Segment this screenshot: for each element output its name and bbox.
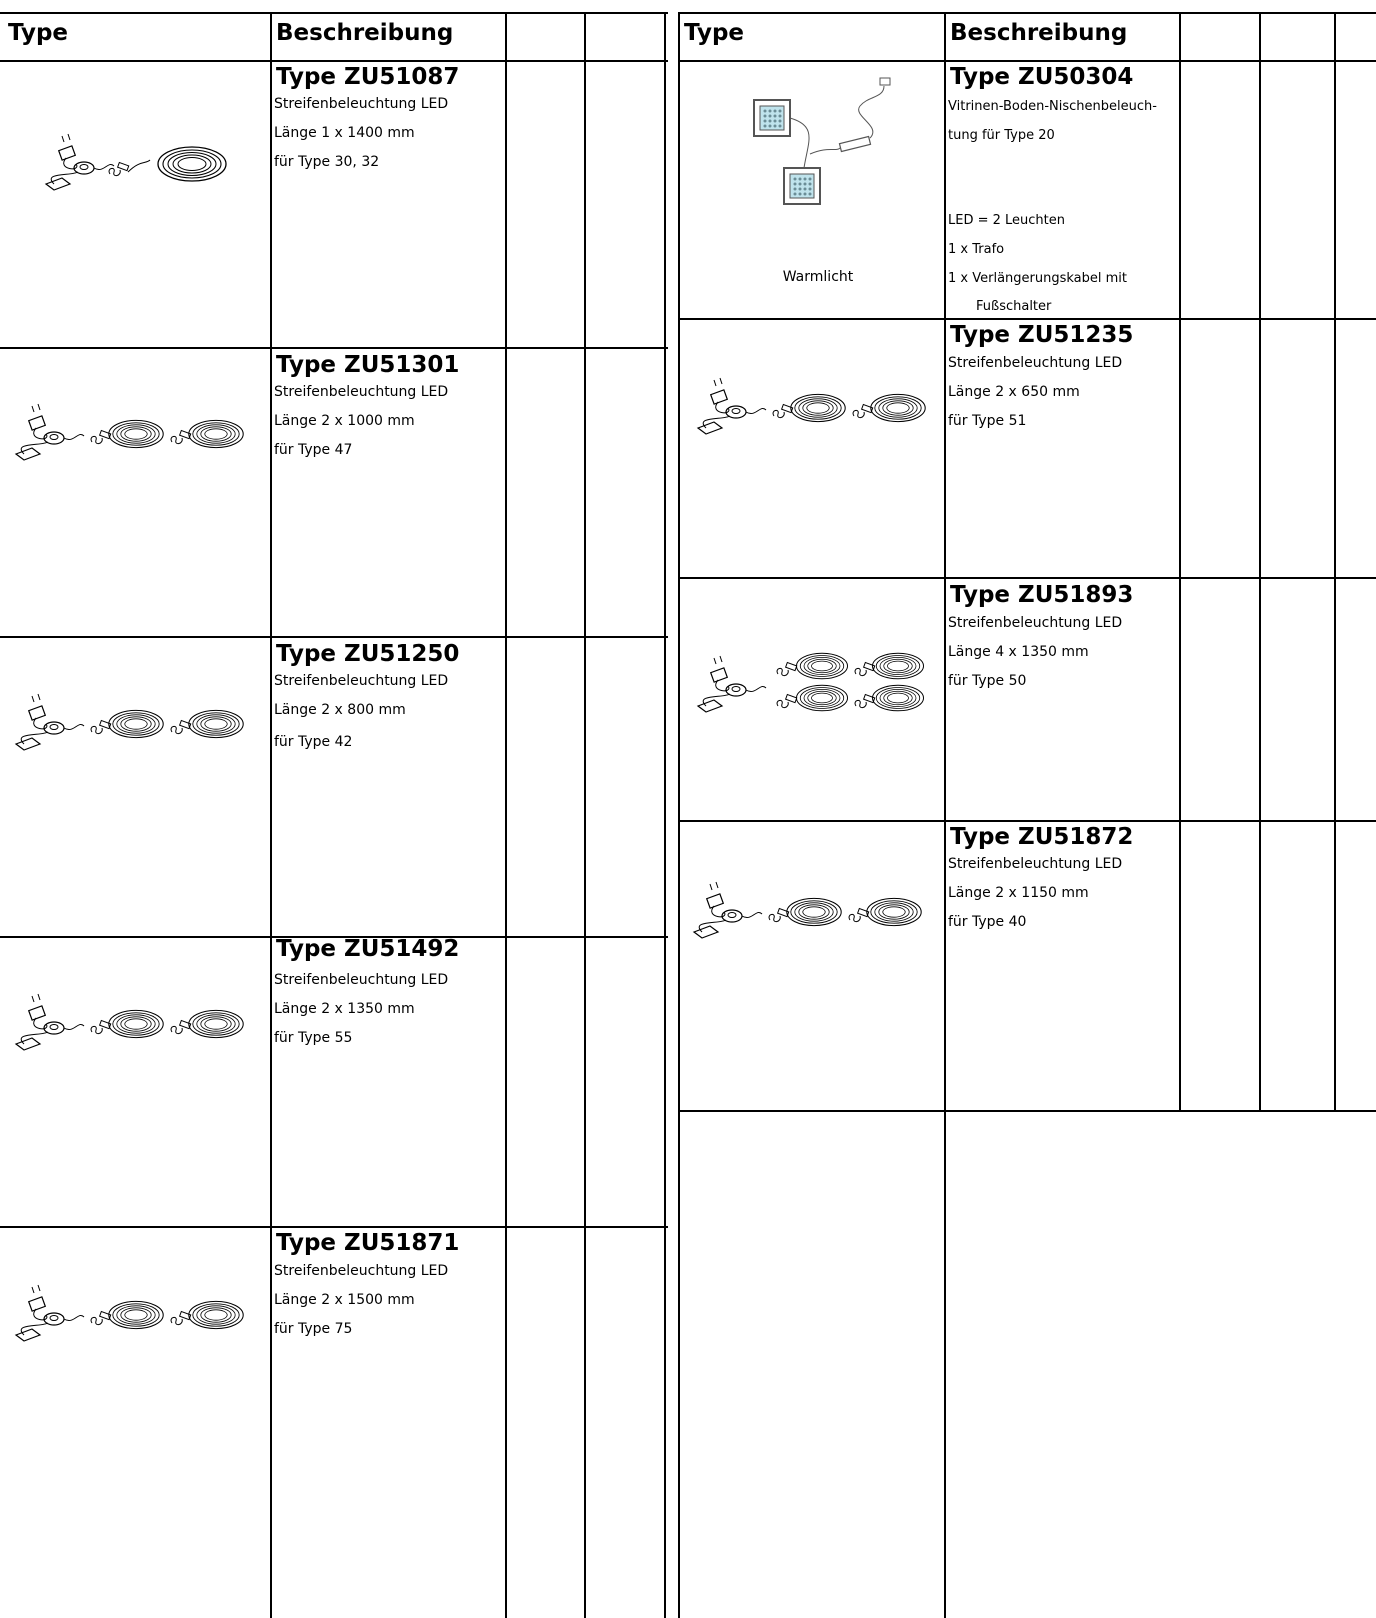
entry-title: Type ZU51087 [276, 64, 460, 90]
entry-compatibility: für Type 51 [948, 413, 1027, 429]
entry-compatibility: für Type 42 [274, 734, 353, 750]
column-divider [1334, 12, 1336, 1112]
entry-compatibility: für Type 30, 32 [274, 154, 380, 170]
entry-title: Type ZU50304 [950, 64, 1134, 90]
entry-title: Type ZU51893 [950, 582, 1134, 608]
entry-title: Type ZU51301 [276, 352, 460, 378]
led-strip-image [696, 640, 936, 730]
entry-length: Länge 2 x 800 mm [274, 702, 406, 718]
entry-description: Streifenbeleuchtung LED [274, 673, 449, 689]
column-divider [664, 12, 666, 1618]
entry-description: Streifenbeleuchtung LED [274, 384, 449, 400]
entry-length: Länge 1 x 1400 mm [274, 125, 415, 141]
entry-description: Streifenbeleuchtung LED [274, 972, 449, 988]
row-divider [678, 820, 1376, 822]
header-divider [678, 60, 1376, 62]
entry-detail: 1 x Verlängerungskabel mit [948, 271, 1128, 286]
entry-title: Type ZU51250 [276, 641, 460, 667]
entry-detail: Fußschalter [976, 299, 1052, 314]
left-table [0, 12, 668, 1618]
entry-description: Streifenbeleuchtung LED [274, 96, 449, 112]
header-type: Type [8, 20, 69, 46]
entry-description: Streifenbeleuchtung LED [274, 1263, 449, 1279]
entry-title: Type ZU51492 [276, 936, 460, 962]
row-divider [678, 318, 1376, 320]
header-divider [0, 60, 668, 62]
led-strip-image [696, 372, 936, 442]
led-strip-image [692, 876, 932, 946]
entry-length: Länge 2 x 1350 mm [274, 1001, 415, 1017]
column-divider [505, 12, 507, 1618]
entry-length: Länge 4 x 1350 mm [948, 644, 1089, 660]
entry-compatibility: für Type 47 [274, 442, 353, 458]
entry-compatibility: für Type 55 [274, 1030, 353, 1046]
entry-compatibility: für Type 50 [948, 673, 1027, 689]
entry-title: Type ZU51872 [950, 824, 1134, 850]
header-description: Beschreibung [276, 20, 454, 46]
entry-description: tung für Type 20 [948, 128, 1055, 143]
entry-compatibility: für Type 40 [948, 914, 1027, 930]
column-divider [1259, 12, 1261, 1112]
row-divider [0, 636, 668, 638]
led-strip-image [14, 1279, 254, 1349]
entry-length: Länge 2 x 1500 mm [274, 1292, 415, 1308]
row-divider [0, 347, 668, 349]
entry-length: Länge 2 x 650 mm [948, 384, 1080, 400]
led-panel-image [748, 76, 898, 216]
led-strip-image [14, 988, 254, 1058]
header-type: Type [684, 20, 745, 46]
top-border [678, 12, 1376, 14]
entry-description: Streifenbeleuchtung LED [948, 615, 1123, 631]
header-description: Beschreibung [950, 20, 1128, 46]
row-divider [678, 577, 1376, 579]
warmlicht-caption: Warmlicht [782, 269, 854, 285]
entry-compatibility: für Type 75 [274, 1321, 353, 1337]
entry-detail: LED = 2 Leuchten [948, 213, 1065, 228]
entry-description: Streifenbeleuchtung LED [948, 856, 1123, 872]
column-divider [1179, 12, 1181, 1112]
led-strip-image [40, 124, 260, 204]
entry-description: Streifenbeleuchtung LED [948, 355, 1123, 371]
led-strip-image [14, 688, 254, 758]
entry-title: Type ZU51871 [276, 1230, 460, 1256]
entry-title: Type ZU51235 [950, 322, 1134, 348]
column-divider [678, 12, 680, 1618]
column-divider [270, 12, 272, 1618]
entry-detail: 1 x Trafo [948, 242, 1005, 257]
led-strip-image [14, 398, 254, 468]
entry-description: Vitrinen-Boden-Nischenbeleuch- [948, 99, 1157, 114]
right-table [678, 12, 1376, 1618]
row-divider [0, 1226, 668, 1228]
column-divider [584, 12, 586, 1618]
entry-length: Länge 2 x 1150 mm [948, 885, 1089, 901]
column-divider [944, 12, 946, 1618]
row-divider [678, 1110, 1376, 1112]
top-border [0, 12, 668, 14]
entry-length: Länge 2 x 1000 mm [274, 413, 415, 429]
